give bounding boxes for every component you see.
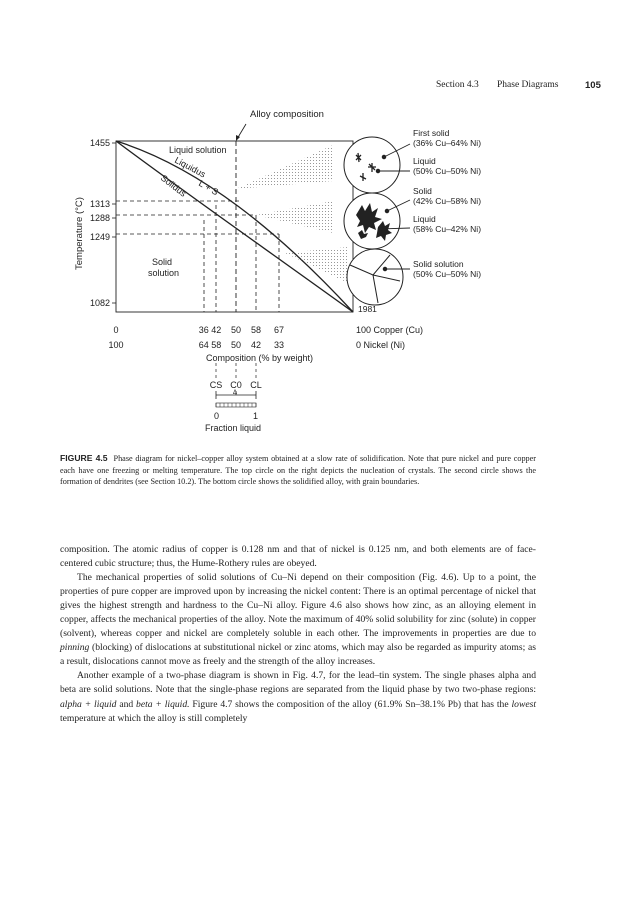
- x-tick-copper: 58: [250, 325, 262, 335]
- x-tick-nickel: 33: [273, 340, 285, 350]
- circle-annotations: [413, 128, 481, 279]
- grain-boundary-circle: [347, 249, 403, 305]
- x-tick-copper: 100 Copper (Cu): [356, 325, 424, 335]
- caption-text: Phase diagram for nickel–copper alloy system obtained at a slow rate of solidification. Note that pure nickel and pure copper each have one freezing or melting temperature. The top circle on the right depicts the nucleation of crystals. The second circle shows the formation of dendrites (see Section 10.2). The bottom circle shows the solidified alloy, with grain boundaries.: [60, 454, 536, 487]
- paragraph-2: The mechanical properties of solid solutions of Cu–Ni depend on their composition (Fig. 4.6). Up to a point, the properties of pure copper are improved upon by increasing the nickel content: There is an optimal percentage of nickel that gives the highest strength and hardness to the Cu–Ni alloy. Figure 4.6 also shows how zinc, as an alloying element in copper, affects the mechanical properties of the alloy. Note the maximum of 40% solid solubility for zinc (solute) in copper (solvent), whereas copper and nickel are completely soluble in each other. The improvements in properties are due to pinning (blocking) of dislocations at substitutional nickel or zinc atoms, which may also be regarded as impurity atoms; as a result, dislocations cannot move as freely and the strength of the alloy increases.: [60, 572, 536, 668]
- paragraph-1: composition. The atomic radius of copper is 0.128 nm and that of nickel is 0.125 nm, and both elements are of face-centered cubic structure; thus, the Hume-Rothery rules are obeyed.: [60, 544, 536, 570]
- pointer-dot: [383, 267, 387, 271]
- liquidus-label: Liquidus: [173, 154, 208, 180]
- running-header: [0, 80, 636, 96]
- lever-label-cl: CL: [250, 380, 262, 390]
- x-tick-nickel: 42: [250, 340, 262, 350]
- x-tick-nickel: 100: [108, 340, 124, 350]
- connector-solidified: [285, 247, 348, 283]
- connector-dendrite: [256, 201, 333, 233]
- circle-annotation-line: (58% Cu–42% Ni): [413, 224, 482, 234]
- x-tick-copper: 36 42: [198, 325, 222, 335]
- lever-label-c0: C0: [230, 380, 242, 390]
- alloy-composition-label: Alloy composition: [250, 109, 324, 120]
- y-tick-1249: 1249: [89, 232, 110, 242]
- y-tick-1455: 1455: [89, 138, 110, 148]
- fraction-liquid-label: Fraction liquid: [205, 423, 262, 433]
- lever-delta-symbol: Δ: [233, 390, 238, 396]
- liquid-solution-label: Liquid solution: [169, 145, 227, 155]
- circle-annotation-line: Liquid: [413, 214, 436, 224]
- l-plus-s-label: L + S: [197, 178, 221, 198]
- header-section: Section 4.3: [436, 80, 479, 90]
- pointer-dot: [376, 169, 380, 173]
- pointer-dot: [385, 209, 389, 213]
- figure-label: FIGURE 4.5: [60, 453, 108, 463]
- circle-annotation-line: First solid: [413, 128, 450, 138]
- x-axis-label: Composition (% by weight): [206, 353, 314, 363]
- solid-solution-label: Solid solution: [148, 257, 180, 278]
- fraction-scale-0: 0: [214, 411, 220, 421]
- circle-annotation-line: Liquid: [413, 156, 436, 166]
- circle-annotation-line: Solid: [413, 186, 432, 196]
- circle-annotation-line: (36% Cu–64% Ni): [413, 138, 482, 148]
- lever-labels: [210, 380, 262, 390]
- x-tick-nickel: 50: [230, 340, 242, 350]
- x-tick-nickel: 64 58: [198, 340, 222, 350]
- circle-annotation-line: (50% Cu–50% Ni): [413, 269, 482, 279]
- x-tick-copper: 0: [113, 325, 119, 335]
- y-tick-1288: 1288: [89, 213, 110, 223]
- solidus-label: Solidus: [158, 172, 189, 199]
- y-tick-1313: 1313: [89, 199, 110, 209]
- body-text: [60, 543, 536, 726]
- lever-label-cs: CS: [209, 380, 223, 390]
- y-axis-ticks: [90, 138, 116, 308]
- x-tick-nickel: 0 Nickel (Ni): [356, 340, 406, 350]
- fraction-scale-1: 1: [253, 411, 259, 421]
- x-tick-copper: 67: [273, 325, 285, 335]
- phase-diagram-figure: [60, 105, 580, 440]
- copper-melting-note: 1981: [358, 304, 377, 314]
- x-tick-copper: 50: [230, 325, 242, 335]
- nucleation-circle: [344, 137, 400, 193]
- y-tick-1082: 1082: [89, 298, 110, 308]
- circle-annotation-line: (42% Cu–58% Ni): [413, 196, 482, 206]
- fraction-scale-ticks: [216, 403, 256, 407]
- y-axis-label: Temperature (°C): [74, 197, 85, 270]
- header-title: Phase Diagrams: [497, 80, 559, 90]
- connector-nucleation: [236, 145, 333, 189]
- circle-annotation-line: (50% Cu–50% Ni): [413, 166, 482, 176]
- x-axis-ticks: [108, 325, 423, 350]
- dendrite-circle: [344, 193, 400, 249]
- paragraph-3: Another example of a two-phase diagram is shown in Fig. 4.7, for the lead–tin system. The single phases alpha and beta are solid solutions. Note that the single-phase regions are separated from the liquid phase by two two-phase regions: alpha + liquid and beta + liquid. Figure 4.7 shows the composition of the alloy (61.9% Sn–38.1% Pb) that has the lowest temperature at which the alloy is still completely: [60, 670, 537, 724]
- alloy-composition-arrowhead: [236, 135, 240, 141]
- page-number: 105: [585, 80, 601, 91]
- figure-caption: [60, 453, 536, 488]
- pointer-dot: [382, 155, 386, 159]
- pointer-dot: [378, 227, 382, 231]
- circle-annotation-line: Solid solution: [413, 259, 464, 269]
